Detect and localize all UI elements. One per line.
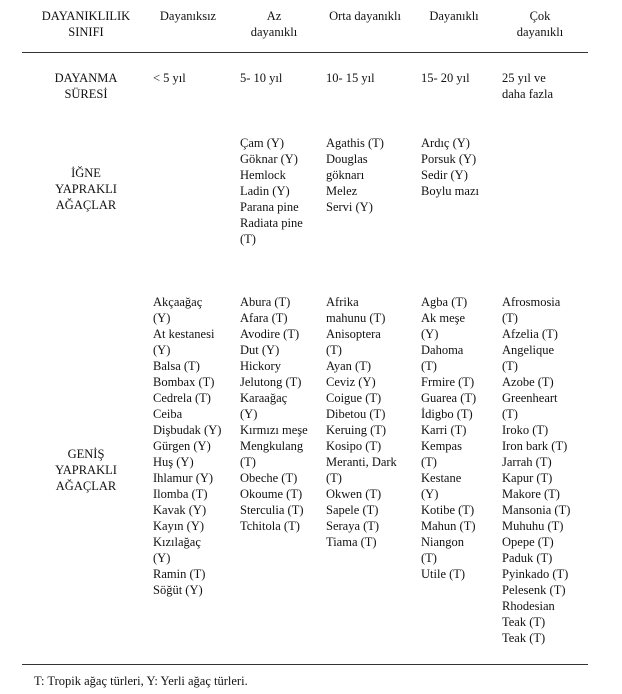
broadleaf-cell-line: Muhuhu (T): [502, 519, 564, 533]
conifer-cell: [421, 135, 479, 199]
conifer-cell-line: Porsuk (Y): [421, 152, 477, 166]
broadleaf-cell-line: Coigue (T): [326, 391, 382, 405]
conifer-cell-line: Parana pine: [240, 200, 299, 214]
conifer-cell-line: (T): [240, 232, 256, 246]
duration-cell-line: 25 yıl ve: [502, 71, 546, 85]
broadleaf-cell-line: Dişbudak (Y): [153, 423, 222, 437]
broadleaf-cell-line: Pyinkado (T): [502, 567, 569, 581]
broadleaf-cell-line: Afrika: [326, 295, 359, 309]
broadleaf-cell-line: Iroko (T): [502, 423, 549, 437]
duration-cell: [421, 70, 470, 86]
broadleaf-cell: [153, 294, 221, 598]
duration-cell: [502, 70, 553, 102]
broadleaf-cell-line: Niangon: [421, 535, 465, 549]
broadleaf-cell-line: Balsa (T): [153, 359, 200, 373]
row-label-duration: [22, 70, 150, 102]
broadleaf-cell-line: Kotibe (T): [421, 503, 475, 517]
conifer-cell-line: göknarı: [326, 168, 365, 182]
row-label-broadleaf-line: YAPRAKLI: [55, 463, 117, 477]
broadleaf-cell-line: Okwen (T): [326, 487, 382, 501]
broadleaf-cell-line: Ramin (T): [153, 567, 206, 581]
conifer-cell-line: Çam (Y): [240, 136, 285, 150]
broadleaf-cell-line: Okoume (T): [240, 487, 303, 501]
broadleaf-cell-line: Seraya (T): [326, 519, 380, 533]
broadleaf-cell-line: Tiama (T): [326, 535, 377, 549]
row-label-conifers-line: İĞNE: [71, 166, 101, 180]
broadleaf-cell-line: Gürgen (Y): [153, 439, 211, 453]
column-header-line: Çok: [529, 9, 551, 23]
conifer-cell: [240, 135, 303, 247]
broadleaf-cell: [502, 294, 570, 646]
column-header-line: dayanıklı: [516, 25, 564, 39]
conifer-cell-line: Hemlock: [240, 168, 286, 182]
broadleaf-cell-line: Afrosmosia: [502, 295, 561, 309]
broadleaf-cell-line: Karri (T): [421, 423, 467, 437]
conifer-cell-line: Ladin (Y): [240, 184, 290, 198]
row-label-conifers-line: YAPRAKLI: [55, 182, 117, 196]
broadleaf-cell-line: (Y): [421, 327, 439, 341]
broadleaf-cell-line: Sapele (T): [326, 503, 379, 517]
broadleaf-cell-line: (T): [421, 455, 437, 469]
broadleaf-cell-line: Greenheart: [502, 391, 558, 405]
conifer-cell-line: Agathis (T): [326, 136, 384, 150]
broadleaf-cell: [421, 294, 476, 582]
broadleaf-cell-line: Ilomba (T): [153, 487, 208, 501]
class-header: [22, 8, 150, 40]
broadleaf-cell-line: Mengkulang: [240, 439, 304, 453]
broadleaf-cell-line: Teak (T): [502, 615, 546, 629]
broadleaf-cell-line: (T): [502, 311, 518, 325]
conifer-cell-line: Radiata pine: [240, 216, 303, 230]
broadleaf-cell-line: Meranti, Dark: [326, 455, 397, 469]
broadleaf-cell-line: Akçaağaç: [153, 295, 203, 309]
broadleaf-cell-line: Avodire (T): [240, 327, 300, 341]
broadleaf-cell-line: (T): [326, 471, 342, 485]
row-label-duration-line: SÜRESİ: [64, 87, 108, 101]
column-header-line: Orta dayanıklı: [329, 9, 401, 23]
conifer-cell-line: Sedir (Y): [421, 168, 468, 182]
broadleaf-cell-line: Teak (T): [502, 631, 546, 645]
conifer-cell-line: Servi (Y): [326, 200, 373, 214]
column-header: [148, 8, 228, 24]
broadleaf-cell-line: Afara (T): [240, 311, 288, 325]
broadleaf-cell-line: Bombax (T): [153, 375, 215, 389]
duration-cell-line: 15- 20 yıl: [421, 71, 470, 85]
broadleaf-cell-line: Kempas: [421, 439, 462, 453]
footnote: T: Tropik ağaç türleri, Y: Yerli ağaç türleri.: [34, 674, 248, 688]
broadleaf-cell-line: Kızılağaç: [153, 535, 201, 549]
row-label-broadleaf-line: AĞAÇLAR: [55, 479, 117, 493]
broadleaf-cell-line: Dahoma: [421, 343, 464, 357]
duration-cell-line: 5- 10 yıl: [240, 71, 283, 85]
broadleaf-cell-line: At kestanesi: [153, 327, 215, 341]
broadleaf-cell-line: (Y): [421, 487, 439, 501]
duration-cell-line: < 5 yıl: [153, 71, 186, 85]
broadleaf-cell: [326, 294, 397, 550]
column-header-line: Dayanıksız: [159, 9, 217, 23]
broadleaf-cell-line: Anisoptera: [326, 327, 381, 341]
column-header-line: Az: [266, 9, 282, 23]
duration-cell-line: daha fazla: [502, 87, 554, 101]
broadleaf-cell-line: Kavak (Y): [153, 503, 207, 517]
broadleaf-cell-line: Frmire (T): [421, 375, 475, 389]
broadleaf-cell-line: Abura (T): [240, 295, 291, 309]
broadleaf-cell-line: (Y): [153, 311, 171, 325]
column-header-line: dayanıklı: [250, 25, 298, 39]
column-header: [418, 8, 490, 24]
broadleaf-cell-line: Karaağaç: [240, 391, 288, 405]
broadleaf-cell-line: Huş (Y): [153, 455, 194, 469]
row-label-conifers: [22, 165, 150, 213]
broadleaf-cell-line: Ihlamur (Y): [153, 471, 214, 485]
duration-cell-line: 10- 15 yıl: [326, 71, 375, 85]
broadleaf-cell-line: Jarrah (T): [502, 455, 552, 469]
broadleaf-cell-line: Iron bark (T): [502, 439, 568, 453]
broadleaf-cell-line: (T): [421, 359, 437, 373]
broadleaf-cell-line: İdigbo (T): [421, 407, 473, 421]
broadleaf-cell-line: Dibetou (T): [326, 407, 386, 421]
broadleaf-cell-line: Ak meşe: [421, 311, 466, 325]
row-label-broadleaf: [22, 446, 150, 494]
conifer-cell-line: Douglas: [326, 152, 368, 166]
broadleaf-cell-line: Kosipo (T): [326, 439, 382, 453]
broadleaf-cell-line: Guarea (T): [421, 391, 477, 405]
broadleaf-cell-line: Ceiba: [153, 407, 183, 421]
conifer-cell-line: Ardıç (Y): [421, 136, 470, 150]
conifer-cell-line: Boylu mazı: [421, 184, 479, 198]
broadleaf-cell-line: (T): [502, 359, 518, 373]
broadleaf-cell-line: Opepe (T): [502, 535, 554, 549]
class-header-line: SINIFI: [68, 25, 104, 39]
broadleaf-cell-line: Kayın (Y): [153, 519, 205, 533]
duration-cell: [326, 70, 375, 86]
class-header-line: DAYANIKLILIK: [41, 9, 131, 23]
broadleaf-cell-line: Cedrela (T): [153, 391, 211, 405]
broadleaf-cell-line: Ayan (T): [326, 359, 372, 373]
broadleaf-cell-line: Mahun (T): [421, 519, 476, 533]
duration-cell: [153, 70, 186, 86]
broadleaf-cell-line: Ceviz (Y): [326, 375, 376, 389]
broadleaf-cell-line: mahunu (T): [326, 311, 386, 325]
broadleaf-cell-line: Söğüt (Y): [153, 583, 203, 597]
conifer-cell: [326, 135, 384, 215]
broadleaf-cell-line: (T): [421, 551, 437, 565]
broadleaf-cell-line: Dut (Y): [240, 343, 280, 357]
bottom-rule: [22, 664, 588, 665]
broadleaf-cell-line: Azobe (T): [502, 375, 554, 389]
row-label-broadleaf-line: GENİŞ: [67, 447, 105, 461]
broadleaf-cell-line: Hickory: [240, 359, 281, 373]
broadleaf-cell-line: Agba (T): [421, 295, 468, 309]
column-header: [320, 8, 410, 24]
row-label-conifers-line: AĞAÇLAR: [55, 198, 117, 212]
broadleaf-cell-line: Jelutong (T): [240, 375, 302, 389]
broadleaf-cell-line: (T): [502, 407, 518, 421]
broadleaf-cell: [240, 294, 308, 534]
broadleaf-cell-line: (Y): [153, 343, 171, 357]
broadleaf-cell-line: Keruing (T): [326, 423, 387, 437]
column-header: [233, 8, 315, 40]
broadleaf-cell-line: Kapur (T): [502, 471, 553, 485]
broadleaf-cell-line: Obeche (T): [240, 471, 298, 485]
conifer-cell-line: Göknar (Y): [240, 152, 298, 166]
broadleaf-cell-line: Rhodesian: [502, 599, 555, 613]
column-header-line: Dayanıklı: [429, 9, 479, 23]
broadleaf-cell-line: Tchitola (T): [240, 519, 300, 533]
broadleaf-cell-line: Paduk (T): [502, 551, 553, 565]
broadleaf-cell-line: Makore (T): [502, 487, 560, 501]
conifer-cell-line: Melez: [326, 184, 358, 198]
broadleaf-cell-line: (Y): [153, 551, 171, 565]
broadleaf-cell-line: Pelesenk (T): [502, 583, 566, 597]
broadleaf-cell-line: Kestane: [421, 471, 462, 485]
broadleaf-cell-line: Angelique: [502, 343, 555, 357]
broadleaf-cell-line: (T): [326, 343, 342, 357]
broadleaf-cell-line: Sterculia (T): [240, 503, 304, 517]
broadleaf-cell-line: Afzelia (T): [502, 327, 558, 341]
header-rule: [22, 52, 588, 53]
row-label-duration-line: DAYANMA: [54, 71, 118, 85]
broadleaf-cell-line: Kırmızı meşe: [240, 423, 308, 437]
broadleaf-cell-line: (T): [240, 455, 256, 469]
column-header: [498, 8, 582, 40]
broadleaf-cell-line: Utile (T): [421, 567, 466, 581]
broadleaf-cell-line: (Y): [240, 407, 258, 421]
broadleaf-cell-line: Mansonia (T): [502, 503, 571, 517]
duration-cell: [240, 70, 282, 86]
